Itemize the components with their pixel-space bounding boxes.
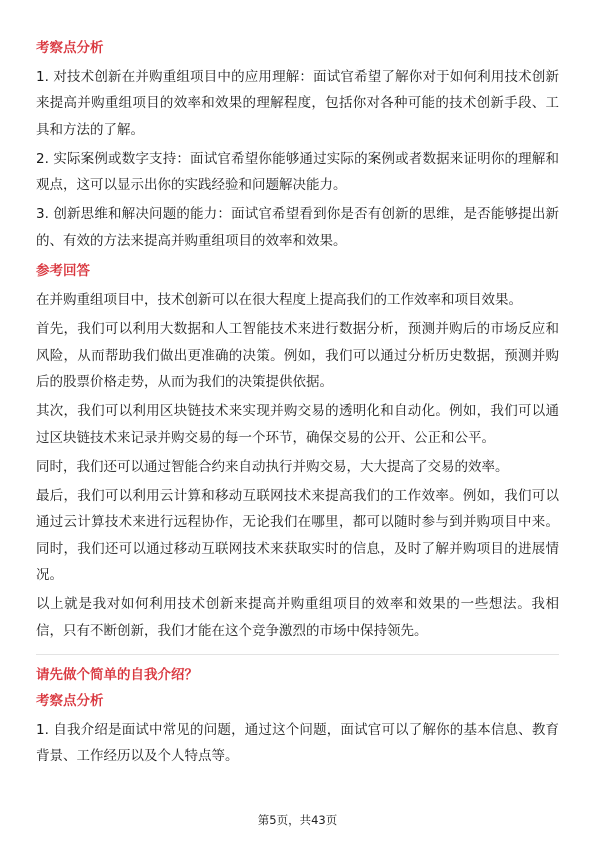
- section-heading-answer: 参考回答: [36, 263, 90, 280]
- analysis-point: 1. 对技术创新在并购重组项目中的应用理解：面试官希望了解你对于如何利用技术创新来提高并购重组项目的效率和效果的理解程度，包括你对各种可能的技术创新手段、工具和方法的了解。: [36, 69, 559, 138]
- section-divider: [36, 654, 559, 655]
- answer-paragraph: 首先，我们可以利用大数据和人工智能技术来进行数据分析，预测并购后的市场反应和风险，从而帮助我们做出更准确的决策。例如，我们可以通过分析历史数据，预测并购后的股票价格走势，从而为我们的决策提供依据。: [36, 321, 559, 390]
- section-heading-analysis: 考察点分析: [36, 40, 104, 56]
- answer-paragraph: 同时，我们还可以通过智能合约来自动执行并购交易，大大提高了交易的效率。: [36, 458, 509, 475]
- answer-paragraph: 在并购重组项目中，技术创新可以在很大程度上提高我们的工作效率和项目效果。: [36, 292, 522, 309]
- analysis-point: 3. 创新思维和解决问题的能力：面试官希望看到你是否有创新的思维，是否能够提出新的、有效的方法来提高并购重组项目的效率和效果。: [36, 206, 559, 249]
- page-content: [36, 38, 559, 773]
- analysis-point: 1. 自我介绍是面试中常见的问题，通过这个问题，面试官可以了解你的基本信息、教育背景、工作经历以及个人特点等。: [36, 721, 559, 765]
- question-title: 请先做个简单的自我介绍？: [36, 666, 198, 683]
- section-heading-analysis-2: 考察点分析: [36, 692, 104, 709]
- answer-paragraph: 以上就是我对如何利用技术创新来提高并购重组项目的效率和效果的一些想法。我相信，只有不断创新，我们才能在这个竞争激烈的市场中保持领先。: [36, 596, 559, 639]
- analysis-point: 2. 实际案例或数字支持：面试官希望你能够通过实际的案例或者数据来证明你的理解和观点，这可以显示出你的实践经验和问题解决能力。: [36, 150, 559, 194]
- answer-paragraph: 其次，我们可以利用区块链技术来实现并购交易的透明化和自动化。例如，我们可以通过区块链技术来记录并购交易的每一个环节，确保交易的公开、公正和公平。: [36, 403, 559, 446]
- answer-paragraph: 最后，我们可以利用云计算和移动互联网技术来提高我们的工作效率。例如，我们可以通过云计算技术来进行远程协作，无论我们在哪里，都可以随时参与到并购项目中来。同时，我们还可以通过移动互联网技术来获取实时的信息，及时了解并购项目的进展情况。: [36, 488, 559, 584]
- page-number-footer: 第5页，共43页: [257, 813, 338, 827]
